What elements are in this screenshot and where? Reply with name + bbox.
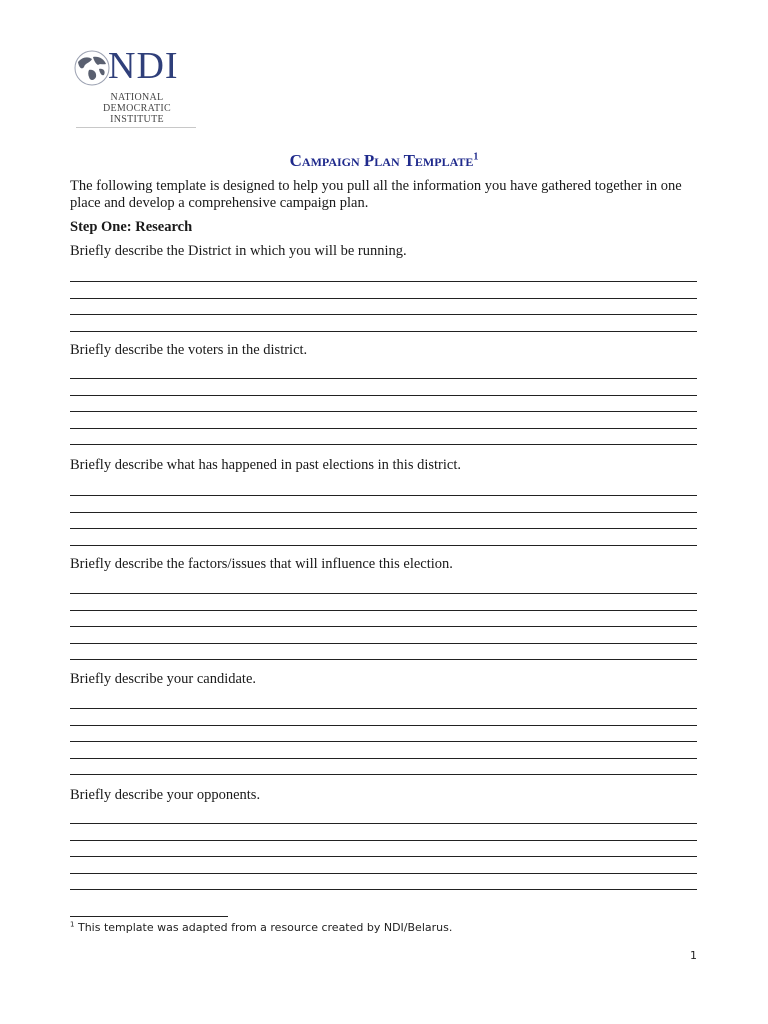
answer-line (70, 395, 697, 396)
answer-line (70, 411, 697, 412)
answer-line (70, 512, 697, 513)
answer-line (70, 626, 697, 627)
answer-line (70, 314, 697, 315)
prompt-factors: Briefly describe the factors/issues that will influence this election. (70, 556, 453, 572)
answer-line (70, 659, 697, 660)
page-number: 1 (690, 949, 697, 962)
logo-divider (76, 127, 196, 128)
step-heading: Step One: Research (70, 219, 193, 235)
answer-line (70, 444, 697, 445)
logo-subtitle-line: INSTITUTE (110, 114, 164, 125)
answer-line (70, 774, 697, 775)
answer-line (70, 545, 697, 546)
logo-subtitle-line: NATIONAL (110, 92, 164, 103)
answer-line (70, 643, 697, 644)
prompt-voters: Briefly describe the voters in the district. (70, 342, 308, 358)
footnote-marker: 1 (70, 920, 75, 929)
footnote-text: This template was adapted from a resource created by NDI/Belarus. (77, 921, 453, 934)
title-text: Campaign Plan Template (289, 151, 474, 170)
answer-line (70, 495, 697, 496)
answer-line (70, 758, 697, 759)
answer-line (70, 610, 697, 611)
answer-line (70, 856, 697, 857)
ndi-logo (70, 46, 202, 130)
answer-line (70, 889, 697, 890)
answer-line (70, 741, 697, 742)
answer-line (70, 528, 697, 529)
answer-line (70, 725, 697, 726)
footnote (70, 921, 452, 934)
prompt-past-elections: Briefly describe what has happened in past elections in this district. (70, 457, 461, 473)
answer-line (70, 378, 697, 379)
footnote-ref: 1 (473, 151, 479, 163)
answer-line (70, 840, 697, 841)
answer-line (70, 873, 697, 874)
document-title (0, 151, 768, 171)
answer-line (70, 298, 697, 299)
answer-line (70, 708, 697, 709)
prompt-opponents: Briefly describe your opponents. (70, 787, 261, 803)
logo-wordmark: NDI (108, 45, 179, 87)
footnote-separator (70, 916, 228, 917)
answer-line (70, 331, 697, 332)
logo-subtitle (88, 92, 186, 125)
answer-line (70, 428, 697, 429)
intro-paragraph: The following template is designed to help you pull all the information you have gathered together in one place and develop a comprehensive campaign plan. (70, 178, 682, 211)
prompt-candidate: Briefly describe your candidate. (70, 671, 257, 687)
logo-subtitle-line: DEMOCRATIC (102, 103, 171, 114)
prompt-district: Briefly describe the District in which you will be running. (70, 243, 407, 259)
answer-line (70, 823, 697, 824)
answer-line (70, 281, 697, 282)
answer-line (70, 593, 697, 594)
